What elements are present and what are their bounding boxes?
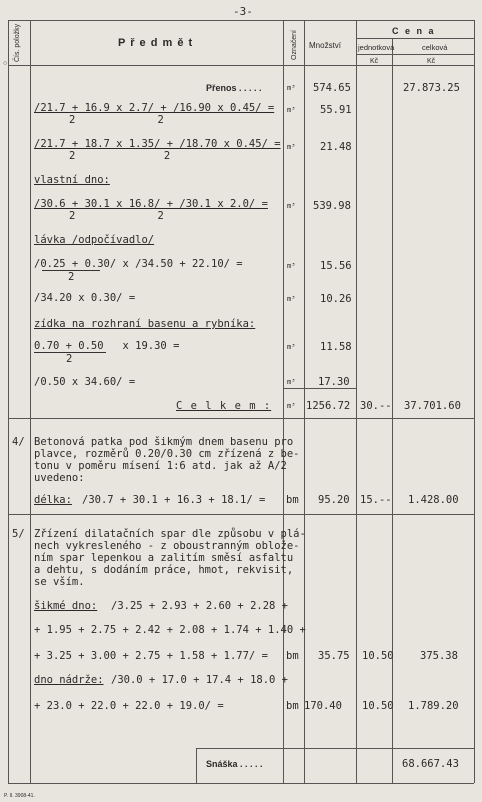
item-4-calc: /30.7 + 30.1 + 16.3 + 18.1/ = (82, 494, 266, 506)
hole-mark: ○ (3, 60, 8, 67)
total-unit-price: 30.-- (360, 400, 392, 412)
footer-code: P. II. 3908-41. (4, 793, 35, 799)
summary-label: Snáška . . . . . (206, 759, 263, 769)
summary-total: 68.667.43 (402, 758, 459, 770)
subtotal-rule (284, 388, 356, 389)
col-border-qty (356, 20, 357, 783)
calc-line-1-unit: m³ (287, 106, 296, 114)
item-5-slope-3: + 3.25 + 3.00 + 2.75 + 1.58 + 1.77/ = (34, 650, 268, 662)
calc-line-1-qty: 55.91 (320, 104, 352, 116)
currency-subheader-line (356, 54, 474, 55)
item-4-desc-1: Betonová patka pod šikmým dnem basenu pro (34, 436, 294, 448)
total-unit: m³ (287, 402, 296, 410)
calc-line-10: /0.50 x 34.60/ = (34, 376, 136, 388)
item-5-tank-2: + 23.0 + 22.0 + 22.0 + 19.0/ = (34, 700, 224, 712)
price-subheader-line (356, 38, 474, 39)
total-price: 37.701.60 (404, 400, 461, 412)
section-divider-2 (8, 514, 474, 515)
calc-line-6-den: 2 (68, 271, 75, 283)
col-border-left (8, 20, 9, 783)
calc-line-7-unit: m³ (287, 295, 296, 303)
calc-line-4-unit: m³ (287, 202, 296, 210)
item-5-slope-1: /3.25 + 2.93 + 2.60 + 2.28 + (111, 600, 289, 612)
header-currency-unit: Kč (370, 58, 379, 65)
item-5-tank-label: dno nádrže: (34, 674, 104, 686)
calc-line-6-qty: 15.56 (320, 260, 352, 272)
item-5-desc-4: a dehtu, s dodáním práce, hmot, rekvisit, (34, 564, 294, 576)
calc-line-4-den: 2 2 (69, 210, 164, 222)
item-5-number: 5/ (12, 528, 25, 540)
carry-total: 27.873.25 (403, 82, 460, 94)
item-4-unit: bm (286, 494, 299, 506)
total-qty: 1256.72 (306, 400, 351, 412)
item-5-desc-2: nech vykresleného - z oboustranným oblože- (34, 540, 300, 552)
item-5-tank-unit: bm (286, 700, 299, 712)
item-5-slope-total: 375.38 (420, 650, 458, 662)
item-4-price: 15.-- (360, 494, 392, 506)
calc-line-2-unit: m³ (287, 143, 296, 151)
carry-qty: 574.65 (313, 82, 351, 94)
calc-line-2-qty: 21.48 (320, 141, 352, 153)
item-4-number: 4/ (12, 436, 25, 448)
calc-line-4-qty: 539.98 (313, 200, 351, 212)
item-5-slope-2: + 1.95 + 2.75 + 2.42 + 2.08 + 1.74 + 1.40 + (34, 624, 306, 636)
total-label: C e l k e m : (176, 400, 272, 412)
section-divider-1 (8, 418, 474, 419)
calc-line-6-unit: m³ (287, 262, 296, 270)
col-border-no (30, 20, 31, 783)
page-number: -3- (233, 5, 253, 18)
item-4-desc-3: tonu v poměru mísení 1:6 atd. jak až A/2 (34, 460, 287, 472)
calc-line-1-den: 2 2 (69, 114, 164, 126)
item-5-tank-qty: 170.40 (304, 700, 342, 712)
item-5-desc-1: Zřízení dilatačních spar dle způsobu v plá- (34, 528, 306, 540)
item-4-desc-2: plavce, rozměrů 0.20/0.30 cm zřízená z be- (34, 448, 300, 460)
table-top-border (8, 20, 474, 21)
header-unit-price: jednotková (358, 43, 395, 52)
section-label-own-bottom: vlastní dno: (34, 174, 110, 186)
calc-line-10-qty: 17.30 (318, 376, 350, 388)
section-label-wall: zídka na rozhraní basenu a rybníka: (34, 318, 256, 330)
col-border-mark (304, 20, 305, 783)
header-total-price: celková (422, 43, 448, 52)
item-5-slope-label: šikmé dno: (34, 600, 98, 612)
header-subject: P ř e d m ě t (118, 37, 194, 49)
header-bottom-border (8, 65, 474, 66)
header-currency-total: Kč (427, 58, 436, 65)
calc-line-2: /21.7 + 18.7 x 1.35/ + /18.70 x 0.45/ = (34, 138, 281, 150)
item-5-slope-qty: 35.75 (318, 650, 350, 662)
item-4-total: 1.428.00 (408, 494, 459, 506)
calc-line-9-qty: 11.58 (320, 341, 352, 353)
item-5-tank-price: 10.50 (362, 700, 394, 712)
item-4-calc-label: délka: (34, 494, 72, 506)
item-5-tank-total: 1.789.20 (408, 700, 459, 712)
calc-line-9-unit: m³ (287, 343, 296, 351)
col-border-unit-price (392, 38, 393, 783)
calc-line-7-qty: 10.26 (320, 293, 352, 305)
table-bottom-border (8, 783, 474, 784)
item-5-tank-1: /30.0 + 17.0 + 17.4 + 18.0 + (111, 674, 289, 686)
carry-unit: m³ (287, 84, 296, 92)
item-5-desc-5: se vším. (34, 576, 85, 588)
item-5-slope-price: 10.50 (362, 650, 394, 662)
header-item-number: Čís. položky (14, 23, 21, 62)
calc-line-9-den: 2 (66, 353, 73, 365)
calc-line-1: /21.7 + 16.9 x 2.7/ + /16.90 x 0.45/ = (34, 102, 275, 114)
calc-line-10-unit: m³ (287, 378, 296, 386)
header-quantity: Množství (309, 41, 342, 50)
calc-line-7: /34.20 x 0.30/ = (34, 292, 136, 304)
calc-line-4: /30.6 + 30.1 x 16.8/ + /30.1 x 2.0/ = (34, 198, 268, 210)
calc-line-9: 0.70 + 0.50 x 19.30 = (34, 340, 180, 352)
col-border-subject (283, 20, 284, 783)
header-price: C e n a (392, 26, 436, 36)
header-mark: Označení (291, 30, 298, 60)
col-border-right (474, 20, 475, 783)
item-4-desc-4: uvedeno: (34, 472, 85, 484)
calc-line-6: /0.25 + 0.30/ x /34.50 + 22.10/ = (34, 258, 243, 270)
item-5-slope-unit: bm (286, 650, 299, 662)
item-5-desc-3: ním spar lepenkou a zalitím směsí asfaltu (34, 552, 294, 564)
summary-top-rule (196, 748, 474, 749)
calc-line-2-den: 2 2 (69, 150, 171, 162)
summary-left-rule (196, 748, 197, 783)
section-label-footbridge: lávka /odpočívadlo/ (34, 234, 155, 246)
item-4-qty: 95.20 (318, 494, 350, 506)
carry-label: Přenos . . . . . (206, 83, 262, 93)
